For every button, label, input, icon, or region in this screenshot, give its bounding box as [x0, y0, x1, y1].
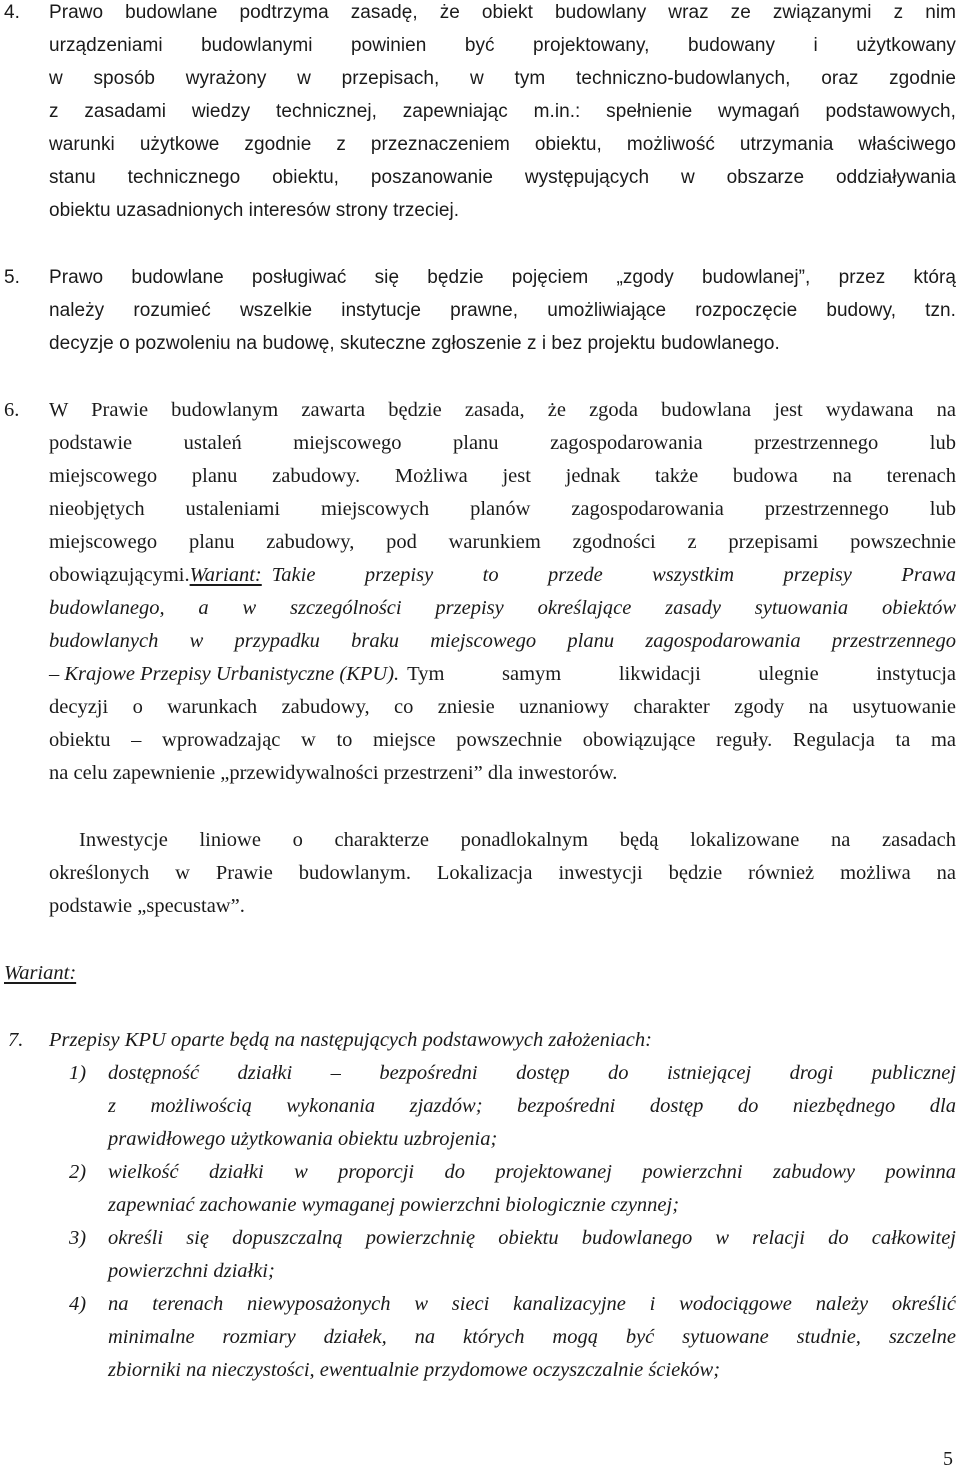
variant-heading: Wariant: [4, 962, 77, 984]
paragraph-text: obowiązującymi. [49, 564, 190, 586]
list-item-number: 1) [69, 1062, 87, 1084]
list-item-line: minimalne rozmiary działek, na których mogą być sytuowane studnie, szczelne [108, 1326, 956, 1348]
variant-text: – Krajowe Przepisy Urbanistyczne (KPU). [49, 663, 400, 685]
paragraph-line: miejscowego planu zabudowy, pod warunkiem zgodności z przepisami powszechnie [49, 531, 956, 553]
paragraph-number: 6. [4, 399, 20, 421]
paragraph-line: na celu zapewnienie „przewidywalności przestrzeni” dla inwestorów. [49, 762, 618, 784]
list-item-line: wielkość działki w proporcji do projektowanej powierzchni zabudowy powinna [108, 1161, 956, 1183]
paragraph-number: 5. [4, 267, 20, 288]
paragraph-text: Tym samym likwidacji ulegnie instytucja [407, 663, 956, 685]
paragraph-line: decyzje o pozwoleniu na budowę, skuteczne zgłoszenie z i bez projektu budowlanego. [49, 333, 780, 354]
paragraph-line: warunki użytkowe zgodnie z przeznaczeniem obiektu, możliwość utrzymania właściwego [49, 134, 956, 155]
paragraph-line: podstawie „specustaw”. [49, 895, 245, 917]
paragraph-line: z zasadami wiedzy technicznej, zapewniając m.in.: spełnienie wymagań podstawowych, [49, 101, 956, 122]
list-item-number: 2) [69, 1161, 87, 1183]
paragraph-line: Prawo budowlane posługiwać się będzie pojęciem „zgody budowlanej”, przez którą [49, 267, 956, 288]
paragraph-line: należy rozumieć wszelkie instytucje prawne, umożliwiające rozpoczęcie budowy, tzn. [49, 300, 956, 321]
paragraph-line: decyzji o warunkach zabudowy, co zniesie uznaniowy charakter zgody na usytuowanie [49, 696, 956, 718]
page-number: 5 [943, 1448, 953, 1470]
variant-text: Takie przepisy to przede wszystkim przepisy Prawa [271, 564, 956, 586]
paragraph-line: W Prawie budowlanym zawarta będzie zasada, że zgoda budowlana jest wydawana na [49, 399, 956, 421]
list-item-number: 3) [69, 1227, 87, 1249]
paragraph-line: określonych w Prawie budowlanym. Lokalizacja inwestycji będzie również możliwa na [49, 862, 956, 884]
list-item-line: określi się dopuszczalną powierzchnię obiektu budowlanego w relacji do całkowitej [108, 1227, 956, 1249]
list-item-line: z możliwością wykonania zjazdów; bezpośredni dostęp do niezbędnego dla [108, 1095, 956, 1117]
paragraph-line: podstawie ustaleń miejscowego planu zagospodarowania przestrzennego lub [49, 432, 956, 454]
list-item-line: dostępność działki – bezpośredni dostęp do istniejącej drogi publicznej [108, 1062, 956, 1084]
paragraph-line: obiektu uzasadnionych interesów strony trzeciej. [49, 200, 460, 221]
paragraph-line: stanu technicznego obiektu, poszanowanie występujących w obszarze oddziaływania [49, 167, 956, 188]
variant-line: budowlanego, a w szczególności przepisy określające zasady sytuowania obiektów [49, 597, 956, 619]
list-item-line: powierzchni działki; [108, 1260, 275, 1282]
variant-label: Wariant: [189, 564, 262, 586]
paragraph-line: urządzeniami budowlanymi powinien być projektowany, budowany i użytkowany [49, 35, 956, 56]
paragraph-line-mixed [49, 663, 956, 686]
list-intro: Przepisy KPU oparte będą na następujących podstawowych założeniach: [49, 1029, 652, 1051]
list-item-line: zbiorniki na nieczystości, ewentualnie przydomowe oczyszczalnie ścieków; [108, 1359, 721, 1381]
paragraph-line: w sposób wyrażony w przepisach, w tym techniczno-budowlanych, oraz zgodnie [49, 68, 956, 89]
list-item-line: na terenach niewyposażonych w sieci kanalizacyjne i wodociągowe należy określić [108, 1293, 956, 1315]
list-item-number: 4) [69, 1293, 87, 1315]
paragraph-number: 4. [4, 2, 20, 23]
variant-line: budowlanych w przypadku braku miejscowego planu zagospodarowania przestrzennego [49, 630, 956, 652]
paragraph-line: miejscowego planu zabudowy. Możliwa jest jednak także budowa na terenach [49, 465, 956, 487]
paragraph-number: 7. [8, 1029, 24, 1051]
paragraph-line-mixed [49, 564, 956, 587]
paragraph-line: nieobjętych ustaleniami miejscowych planów zagospodarowania przestrzennego lub [49, 498, 956, 520]
paragraph-line: Prawo budowlane podtrzyma zasadę, że obiekt budowlany wraz ze związanymi z nim [49, 2, 956, 23]
paragraph-line: obiektu – wprowadzając w to miejsce powszechnie obowiązujące reguły. Regulacja ta ma [49, 729, 956, 751]
list-item-line: prawidłowego użytkowania obiektu uzbrojenia; [108, 1128, 498, 1150]
list-item-line: zapewniać zachowanie wymaganej powierzchni biologicznie czynnej; [108, 1194, 680, 1216]
paragraph-line: Inwestycje liniowe o charakterze ponadlokalnym będą lokalizowane na zasadach [79, 829, 956, 851]
